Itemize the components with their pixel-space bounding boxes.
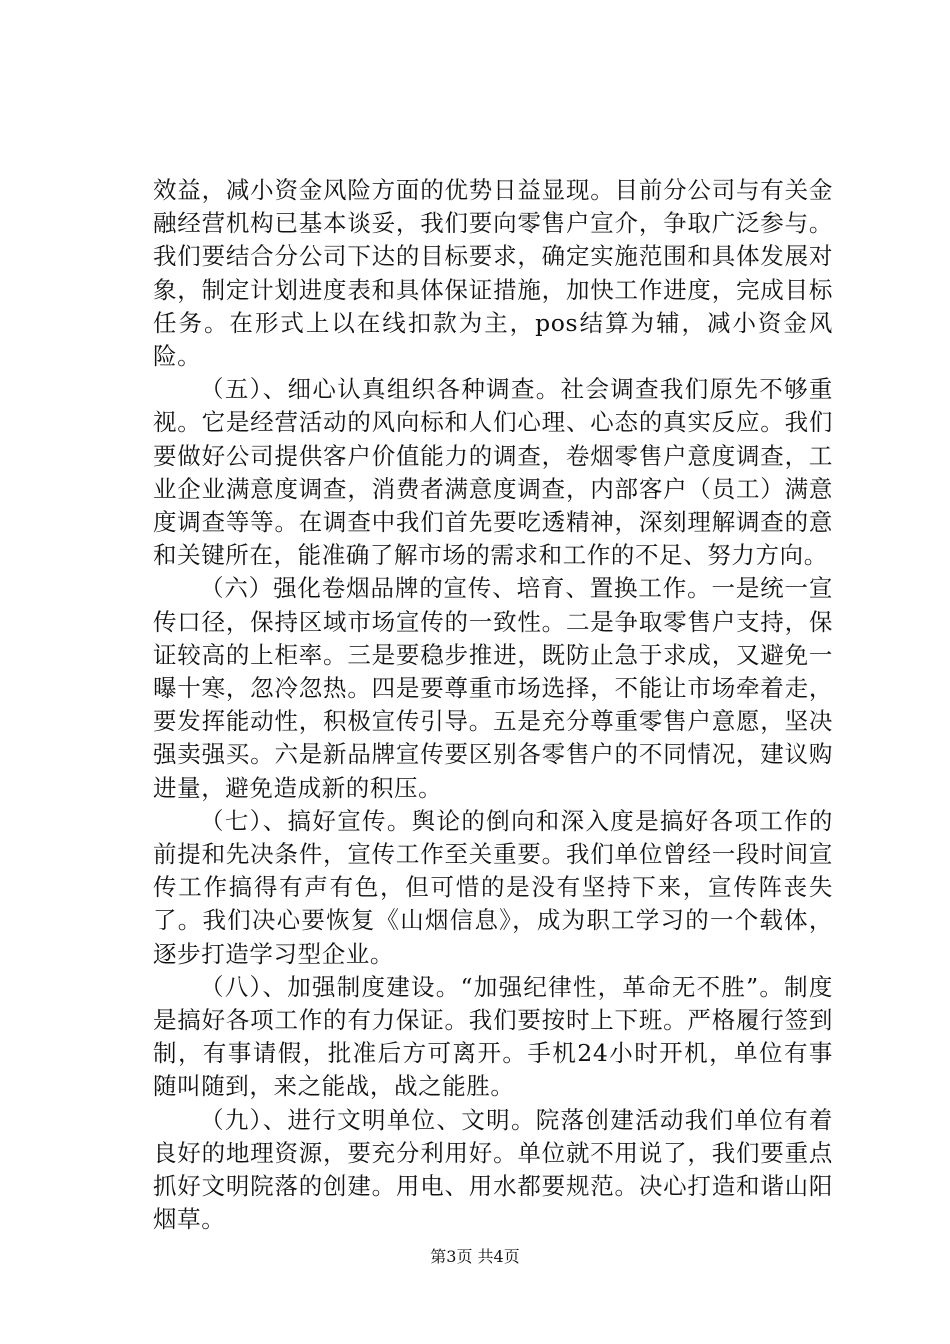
paragraph-section-6: （六）强化卷烟品牌的宣传、培育、置换工作。一是统一宣传口径，保持区域市场宣传的一致性。二是争取零售户支持，保证较高的上柜率。三是要稳步推进，既防止急于求成，又避免一曝十寒，忽冷忽热。四是要尊重市场选择，不能让市场牵着走，要发挥能动性，积极宣传引导。五是充分尊重零售户意愿，坚决强卖强买。六是新品牌宣传要区别各零售户的不同情况，建议购进量，避免造成新的积压。	[153, 574, 833, 802]
paragraph-section-8: （八）、加强制度建设。“加强纪律性，革命无不胜”。制度是搞好各项工作的有力保证。我们要按时上下班。严格履行签到制，有事请假，批准后方可离开。手机24小时开机，单位有事随叫随到，来之能战，战之能胜。	[153, 972, 833, 1101]
document-body	[153, 174, 833, 1237]
page-number-footer: 第3页 共4页	[430, 1247, 520, 1266]
paragraph-section-5: （五）、细心认真组织各种调查。社会调查我们原先不够重视。它是经营活动的风向标和人们心理、心态的真实反应。我们要做好公司提供客户价值能力的调查，卷烟零售户意度调查，工业企业满意度调查，消费者满意度调查，内部客户（员工）满意度调查等等。在调查中我们首先要吃透精神，深刻理解调查的意和关键所在，能准确了解市场的需求和工作的不足、努力方向。	[153, 375, 833, 570]
paragraph-continuation: 效益，减小资金风险方面的优势日益显现。目前分公司与有关金融经营机构已基本谈妥，我们要向零售户宣介，争取广泛参与。我们要结合分公司下达的目标要求，确定实施范围和具体发展对象，制定计划进度表和具体保证措施，加快工作进度，完成目标任务。在形式上以在线扣款为主，pos结算为辅，减小资金风险。	[153, 176, 833, 371]
paragraph-section-9: （九）、进行文明单位、文明。院落创建活动我们单位有着良好的地理资源，要充分利用好。单位就不用说了，我们要重点抓好文明院落的创建。用电、用水都要规范。决心打造和谐山阳烟草。	[153, 1105, 833, 1234]
paragraph-section-7: （七）、搞好宣传。舆论的倒向和深入度是搞好各项工作的前提和先决条件，宣传工作至关重要。我们单位曾经一段时间宣传工作搞得有声有色，但可惜的是没有坚持下来，宣传阵丧失了。我们决心要恢复《山烟信息》，成为职工学习的一个载体，逐步打造学习型企业。	[153, 806, 833, 968]
